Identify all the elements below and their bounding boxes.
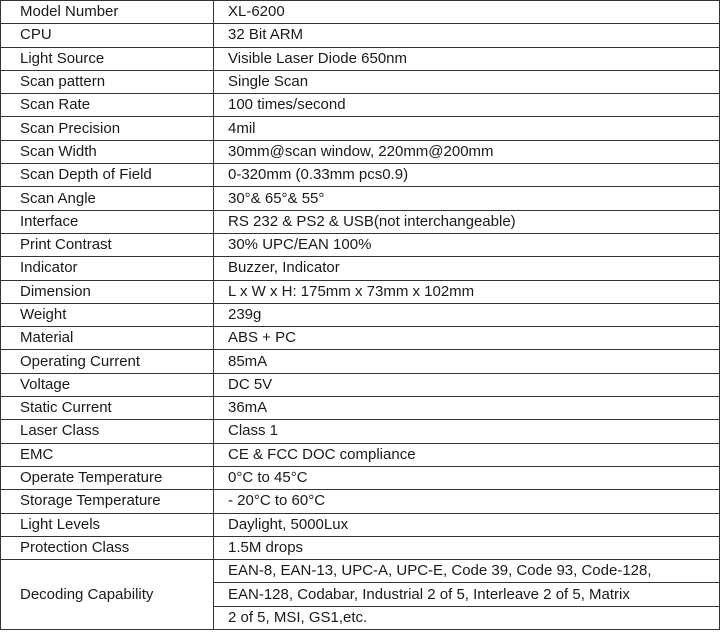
spec-label: Light Source [1, 47, 214, 70]
spec-value-decoding-2: EAN-128, Codabar, Industrial 2 of 5, Interleave 2 of 5, Matrix [214, 583, 720, 606]
spec-row [1, 420, 720, 443]
spec-label: Interface [1, 210, 214, 233]
spec-row [1, 373, 720, 396]
spec-value: - 20°C to 60°C [214, 490, 720, 513]
spec-label: Scan Angle [1, 187, 214, 210]
spec-label: Model Number [1, 1, 214, 24]
spec-value: 30% UPC/EAN 100% [214, 233, 720, 256]
spec-label: Weight [1, 303, 214, 326]
spec-label: Material [1, 327, 214, 350]
spec-value: 30°& 65°& 55° [214, 187, 720, 210]
spec-value: RS 232 & PS2 & USB(not interchangeable) [214, 210, 720, 233]
spec-row [1, 187, 720, 210]
spec-row [1, 94, 720, 117]
spec-value: 32 Bit ARM [214, 24, 720, 47]
spec-value: 100 times/second [214, 94, 720, 117]
spec-value: Daylight, 5000Lux [214, 513, 720, 536]
spec-value: Buzzer, Indicator [214, 257, 720, 280]
spec-label-decoding: Decoding Capability [1, 560, 214, 630]
spec-row [1, 513, 720, 536]
spec-value: 0°C to 45°C [214, 466, 720, 489]
spec-value: Visible Laser Diode 650nm [214, 47, 720, 70]
spec-row [1, 1, 720, 24]
spec-row [1, 24, 720, 47]
spec-label: Dimension [1, 280, 214, 303]
spec-value: 30mm@scan window, 220mm@200mm [214, 140, 720, 163]
spec-label: Voltage [1, 373, 214, 396]
spec-value: Class 1 [214, 420, 720, 443]
spec-row [1, 443, 720, 466]
spec-value: 1.5M drops [214, 536, 720, 559]
spec-label: Scan pattern [1, 70, 214, 93]
spec-row [1, 233, 720, 256]
spec-value: DC 5V [214, 373, 720, 396]
spec-row [1, 303, 720, 326]
spec-label: Scan Precision [1, 117, 214, 140]
spec-label: Operating Current [1, 350, 214, 373]
spec-row [1, 257, 720, 280]
spec-value: 239g [214, 303, 720, 326]
spec-value: 85mA [214, 350, 720, 373]
spec-label: Storage Temperature [1, 490, 214, 513]
spec-value: Single Scan [214, 70, 720, 93]
spec-value: L x W x H: 175mm x 73mm x 102mm [214, 280, 720, 303]
spec-value: 0-320mm (0.33mm pcs0.9) [214, 164, 720, 187]
spec-value-decoding-1: EAN-8, EAN-13, UPC-A, UPC-E, Code 39, Code 93, Code-128, [214, 560, 720, 583]
spec-row [1, 164, 720, 187]
spec-value: 36mA [214, 397, 720, 420]
spec-row [1, 210, 720, 233]
spec-label: Protection Class [1, 536, 214, 559]
spec-value: XL-6200 [214, 1, 720, 24]
spec-label: Static Current [1, 397, 214, 420]
spec-value: 4mil [214, 117, 720, 140]
spec-label: Operate Temperature [1, 466, 214, 489]
spec-table-body [1, 1, 720, 630]
spec-value: CE & FCC DOC compliance [214, 443, 720, 466]
spec-label: Scan Rate [1, 94, 214, 117]
spec-row [1, 327, 720, 350]
spec-label: EMC [1, 443, 214, 466]
spec-label: Light Levels [1, 513, 214, 536]
spec-row [1, 490, 720, 513]
spec-row [1, 280, 720, 303]
spec-row [1, 536, 720, 559]
spec-label: Laser Class [1, 420, 214, 443]
spec-row [1, 397, 720, 420]
spec-value-decoding-3: 2 of 5, MSI, GS1,etc. [214, 606, 720, 629]
spec-row-decoding-1 [1, 560, 720, 583]
spec-value: ABS + PC [214, 327, 720, 350]
spec-label: Print Contrast [1, 233, 214, 256]
spec-label: CPU [1, 24, 214, 47]
spec-row [1, 140, 720, 163]
spec-label: Scan Depth of Field [1, 164, 214, 187]
spec-row [1, 117, 720, 140]
spec-label: Indicator [1, 257, 214, 280]
spec-row [1, 47, 720, 70]
spec-row [1, 70, 720, 93]
spec-row [1, 350, 720, 373]
spec-row [1, 466, 720, 489]
spec-label: Scan Width [1, 140, 214, 163]
